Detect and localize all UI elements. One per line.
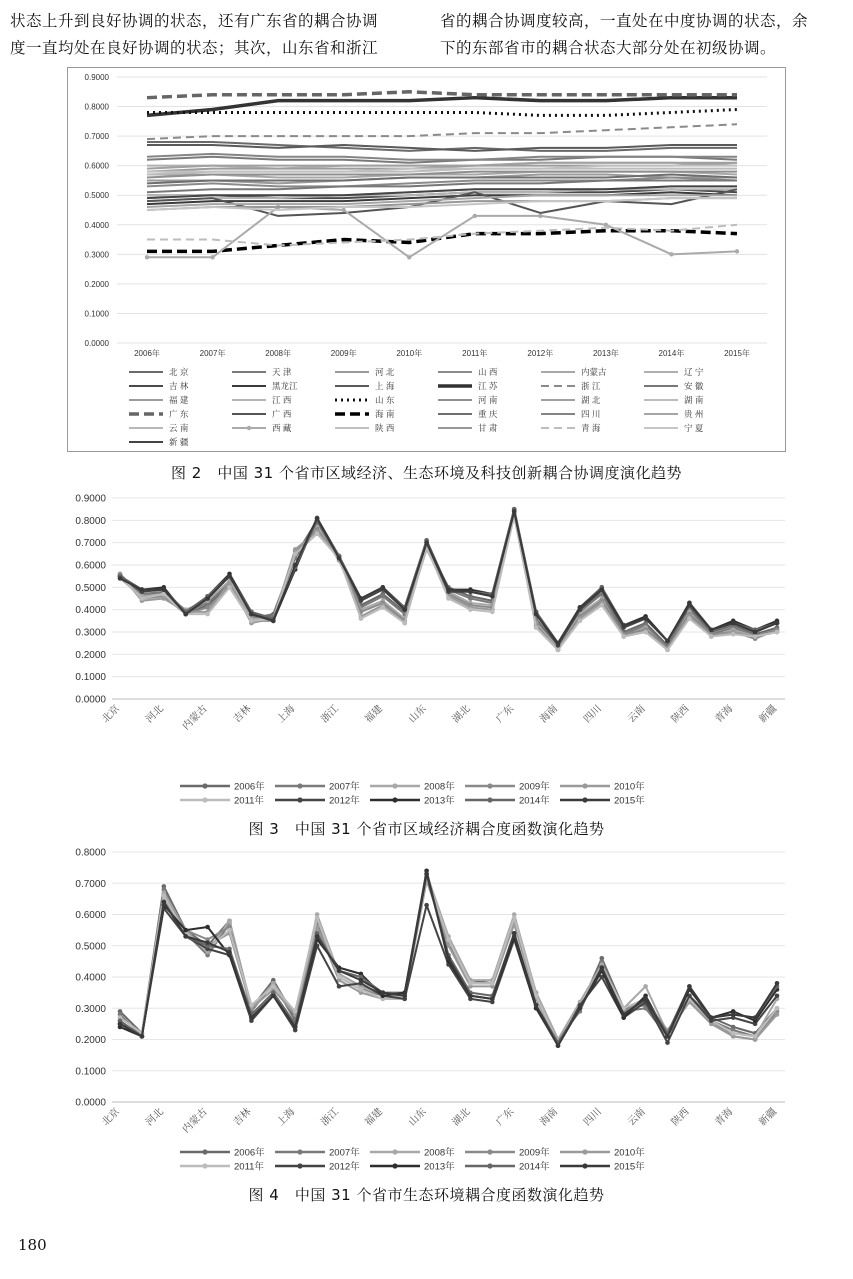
x-tick-label: 2013年	[592, 349, 619, 358]
data-point	[140, 1034, 145, 1039]
data-point	[337, 556, 342, 561]
legend-label: 天 津	[272, 367, 292, 377]
data-point	[512, 509, 517, 514]
data-point	[205, 596, 210, 601]
data-point	[665, 1034, 670, 1039]
data-point	[490, 981, 495, 986]
data-point	[271, 619, 276, 624]
data-point	[183, 934, 188, 939]
data-point	[600, 965, 605, 970]
data-point	[753, 630, 758, 635]
data-point	[315, 934, 320, 939]
figure-2-svg	[67, 67, 786, 452]
data-point	[162, 900, 167, 905]
data-point	[578, 1006, 583, 1011]
x-tick-label: 海南	[538, 1106, 561, 1129]
data-point	[709, 1015, 714, 1020]
legend-marker	[487, 1149, 492, 1154]
data-point	[731, 632, 736, 637]
x-tick-label: 内蒙古	[180, 703, 210, 733]
data-point	[731, 1031, 736, 1036]
data-point	[140, 587, 145, 592]
x-tick-label: 北京	[100, 1106, 123, 1129]
legend-label: 2008年	[424, 1147, 455, 1159]
data-point	[446, 596, 451, 601]
y-tick-label: 0.4000	[75, 972, 106, 984]
y-tick-label: 0.3000	[75, 1003, 106, 1015]
data-point	[731, 621, 736, 626]
data-point	[687, 984, 692, 989]
legend-marker	[202, 797, 207, 802]
data-point	[205, 940, 210, 945]
data-point	[665, 648, 670, 653]
figure-2-caption: 图 2 中国 31 个省市区域经济、生态环境及科技创新耦合协调度演化趋势	[171, 464, 682, 482]
data-point	[337, 984, 342, 989]
body-text-left-column	[10, 8, 420, 62]
series-line	[120, 516, 777, 650]
data-point	[775, 1006, 780, 1011]
data-point	[468, 993, 473, 998]
data-point	[227, 585, 232, 590]
legend-marker	[487, 1163, 492, 1168]
data-point	[402, 993, 407, 998]
data-point	[534, 1003, 539, 1008]
data-point	[381, 990, 386, 995]
data-point	[556, 641, 561, 646]
legend-label: 上 海	[375, 381, 395, 391]
legend-label: 2009年	[519, 781, 550, 793]
legend-marker	[582, 1149, 587, 1154]
x-tick-label: 湖北	[450, 1106, 473, 1129]
body-text-right-column	[440, 8, 845, 62]
data-point	[227, 950, 232, 955]
legend-label: 2007年	[329, 1147, 360, 1159]
y-tick-label: 0.9000	[75, 493, 106, 505]
data-point	[669, 252, 673, 256]
x-tick-label: 广东	[494, 1106, 517, 1129]
legend-marker	[297, 1163, 302, 1168]
data-point	[205, 925, 210, 930]
data-point	[359, 978, 364, 983]
data-point	[468, 607, 473, 612]
data-point	[600, 603, 605, 608]
x-tick-label: 2007年	[199, 349, 226, 358]
legend-marker	[392, 783, 397, 788]
legend-label: 2014年	[519, 795, 550, 807]
legend-marker	[247, 426, 251, 430]
legend-label: 广 西	[272, 409, 292, 419]
text-line: 度一直均处在良好协调的状态；其次，山东省和浙江	[10, 39, 379, 57]
y-tick-label: 0.8000	[75, 515, 106, 527]
legend-label: 江 西	[272, 395, 292, 405]
legend-label: 2012年	[329, 1161, 360, 1173]
data-point	[775, 1012, 780, 1017]
legend-label: 福 建	[169, 395, 189, 405]
data-point	[687, 601, 692, 606]
legend-label: 2013年	[424, 1161, 455, 1173]
legend-label: 2007年	[329, 781, 360, 793]
data-point	[249, 1015, 254, 1020]
legend-label: 2008年	[424, 781, 455, 793]
x-tick-label: 浙江	[319, 1106, 342, 1129]
legend-label: 陕 西	[375, 423, 395, 433]
legend-marker	[202, 1149, 207, 1154]
legend-label: 广 东	[169, 409, 189, 419]
y-tick-label: 0.0000	[84, 339, 109, 348]
x-tick-label: 青海	[713, 1106, 736, 1129]
data-point	[534, 612, 539, 617]
legend-label: 2010年	[614, 1147, 645, 1159]
data-point	[775, 621, 780, 626]
data-point	[643, 984, 648, 989]
x-tick-label: 2011年	[462, 349, 488, 358]
x-tick-label: 河北	[144, 1106, 166, 1129]
x-tick-label: 福建	[363, 703, 385, 726]
figure-4-chart	[30, 842, 820, 1177]
data-point	[490, 997, 495, 1002]
data-point	[446, 587, 451, 592]
legend-label: 河 北	[375, 367, 395, 377]
x-tick-label: 2006年	[134, 349, 160, 358]
data-point	[687, 616, 692, 621]
data-point	[490, 594, 495, 599]
legend-label: 甘 肃	[478, 423, 498, 433]
y-tick-label: 0.2000	[75, 1035, 106, 1046]
data-point	[205, 612, 210, 617]
legend-label: 辽 宁	[684, 367, 704, 377]
y-tick-label: 0.0000	[75, 1097, 106, 1109]
data-point	[735, 249, 739, 253]
figure-3-chart	[30, 490, 820, 815]
legend-label: 2015年	[614, 795, 645, 807]
legend-marker	[297, 797, 302, 802]
x-tick-label: 陕西	[669, 703, 692, 726]
legend-label: 重 庆	[478, 409, 498, 419]
legend-label: 2010年	[614, 781, 645, 793]
data-point	[731, 1012, 736, 1017]
data-point	[271, 984, 276, 989]
x-tick-label: 吉林	[231, 703, 254, 726]
data-point	[162, 587, 167, 592]
y-tick-label: 0.7000	[84, 132, 109, 142]
legend-label: 贵 州	[684, 409, 704, 419]
y-tick-label: 0.1000	[75, 1066, 106, 1078]
y-tick-label: 0.6000	[84, 161, 109, 171]
legend-label: 2013年	[424, 795, 455, 807]
series-line	[120, 511, 777, 643]
data-point	[118, 1022, 123, 1027]
data-point	[162, 596, 167, 601]
y-tick-label: 0.5000	[84, 191, 109, 201]
text-line: 省的耦合协调度较高，一直处在中度协调的状态，余	[440, 12, 809, 30]
data-point	[468, 590, 473, 595]
data-point	[210, 255, 214, 259]
y-tick-label: 0.9000	[84, 73, 109, 82]
x-tick-label: 海南	[538, 703, 561, 726]
x-tick-label: 2009年	[330, 349, 357, 358]
data-point	[446, 937, 451, 942]
x-tick-label: 2015年	[724, 349, 750, 358]
data-point	[512, 931, 517, 936]
legend-label: 浙 江	[581, 381, 601, 391]
legend-label: 四 川	[581, 409, 601, 419]
legend-label: 新 疆	[169, 437, 189, 447]
x-tick-label: 2010年	[396, 349, 423, 358]
legend-marker	[487, 797, 492, 802]
y-tick-label: 0.5000	[75, 582, 106, 594]
x-tick-label: 云南	[625, 1106, 648, 1129]
y-tick-label: 0.2000	[84, 279, 109, 289]
legend-label: 山 东	[375, 395, 395, 405]
data-point	[753, 1034, 758, 1039]
x-tick-label: 2014年	[658, 349, 685, 358]
legend-label: 西 藏	[272, 423, 292, 433]
legend-marker	[582, 797, 587, 802]
legend-label: 青 海	[581, 423, 601, 433]
data-point	[315, 516, 320, 521]
legend-marker	[202, 1163, 207, 1168]
x-tick-label: 上海	[275, 1106, 298, 1129]
data-point	[775, 630, 780, 635]
legend-label: 吉 林	[169, 381, 189, 391]
data-point	[359, 987, 364, 992]
data-point	[381, 594, 386, 599]
data-point	[578, 619, 583, 624]
text-line: 状态上升到良好协调的状态，还有广东省的耦合协调	[10, 12, 379, 30]
x-tick-label: 北京	[100, 703, 123, 726]
x-tick-label: 2008年	[265, 349, 292, 358]
data-point	[534, 625, 539, 630]
data-point	[315, 531, 320, 536]
data-point	[227, 928, 232, 933]
data-point	[381, 605, 386, 610]
x-tick-label: 陕西	[669, 1106, 692, 1129]
data-point	[293, 552, 298, 557]
data-point	[227, 581, 232, 586]
data-point	[227, 918, 232, 923]
y-tick-label: 0.7000	[75, 878, 106, 890]
x-tick-label: 青海	[713, 703, 736, 726]
text-line: 下的东部省市的耦合状态大部分处在初级协调。	[440, 39, 777, 57]
legend-marker	[582, 783, 587, 788]
legend-label: 北 京	[169, 367, 189, 377]
legend-label: 2009年	[519, 1147, 550, 1159]
data-point	[600, 587, 605, 592]
legend-marker	[392, 1163, 397, 1168]
data-point	[424, 540, 429, 545]
x-tick-label: 山东	[406, 703, 429, 726]
data-point	[407, 255, 411, 259]
x-tick-label: 河北	[144, 703, 166, 726]
data-point	[271, 993, 276, 998]
legend-label: 黑龙江	[272, 381, 298, 391]
data-point	[140, 596, 145, 601]
data-point	[118, 576, 123, 581]
data-point	[709, 627, 714, 632]
data-point	[490, 610, 495, 615]
data-point	[538, 214, 542, 218]
y-tick-label: 0.3000	[84, 250, 109, 260]
x-tick-label: 四川	[582, 1106, 604, 1129]
figure-4-svg	[30, 842, 820, 1177]
data-point	[621, 1012, 626, 1017]
data-point	[249, 612, 254, 617]
y-tick-label: 0.6000	[75, 910, 106, 921]
legend-label: 江 苏	[478, 381, 498, 391]
data-point	[604, 223, 608, 227]
data-point	[293, 1025, 298, 1030]
x-tick-label: 新疆	[757, 703, 780, 726]
legend-label: 湖 北	[581, 395, 601, 405]
y-tick-label: 0.4000	[84, 220, 109, 230]
x-tick-label: 吉林	[231, 1106, 254, 1129]
x-tick-label: 2012年	[527, 349, 554, 358]
data-point	[578, 605, 583, 610]
legend-label: 2014年	[519, 1161, 550, 1173]
data-point	[753, 634, 758, 639]
data-point	[556, 648, 561, 653]
series-line	[120, 905, 777, 1046]
page-number: 180	[18, 1236, 47, 1254]
data-point	[643, 616, 648, 621]
data-point	[709, 634, 714, 639]
data-point	[665, 1040, 670, 1045]
legend-label: 河 南	[478, 395, 498, 405]
legend-label: 2006年	[234, 781, 265, 793]
legend-marker	[392, 797, 397, 802]
legend-label: 内蒙古	[581, 367, 607, 377]
legend-label: 湖 南	[684, 395, 704, 405]
legend-marker	[487, 783, 492, 788]
data-point	[643, 630, 648, 635]
legend-marker	[297, 783, 302, 788]
data-point	[359, 596, 364, 601]
data-point	[665, 639, 670, 644]
legend-marker	[202, 783, 207, 788]
x-tick-label: 上海	[275, 703, 298, 726]
data-point	[337, 968, 342, 973]
x-tick-label: 云南	[625, 703, 648, 726]
y-tick-label: 0.1000	[84, 309, 109, 319]
data-point	[621, 623, 626, 628]
x-tick-label: 广东	[494, 703, 517, 726]
legend-label: 2006年	[234, 1147, 265, 1159]
data-point	[183, 928, 188, 933]
y-tick-label: 0.3000	[75, 627, 106, 639]
y-tick-label: 0.4000	[75, 605, 106, 617]
data-point	[446, 956, 451, 961]
x-tick-label: 新疆	[757, 1106, 780, 1129]
data-point	[424, 903, 429, 908]
data-point	[775, 981, 780, 986]
figure-3-svg	[30, 490, 820, 815]
figure-4-caption: 图 4 中国 31 个省市生态环境耦合度函数演化趋势	[248, 1186, 605, 1204]
x-tick-label: 四川	[582, 703, 604, 726]
data-point	[381, 585, 386, 590]
data-point	[775, 993, 780, 998]
x-tick-label: 山东	[406, 1106, 429, 1129]
data-point	[473, 214, 477, 218]
data-point	[512, 915, 517, 920]
x-tick-label: 湖北	[450, 703, 473, 726]
legend-label: 2011年	[234, 1161, 264, 1173]
chart-frame	[68, 68, 786, 452]
data-point	[249, 619, 254, 624]
y-tick-label: 0.2000	[75, 649, 106, 661]
legend-label: 云 南	[169, 423, 189, 433]
data-point	[424, 872, 429, 877]
y-tick-label: 0.0000	[75, 694, 106, 706]
y-tick-label: 0.8000	[84, 102, 109, 112]
data-point	[315, 915, 320, 920]
legend-label: 2012年	[329, 795, 360, 807]
legend-label: 2011年	[234, 795, 264, 807]
data-point	[621, 634, 626, 639]
x-tick-label: 浙江	[319, 703, 342, 726]
data-point	[468, 596, 473, 601]
legend-label: 2015年	[614, 1161, 645, 1173]
data-point	[293, 563, 298, 568]
data-point	[145, 255, 149, 259]
legend-label: 山 西	[478, 367, 498, 377]
data-point	[556, 1043, 561, 1048]
data-point	[337, 975, 342, 980]
y-tick-label: 0.6000	[75, 560, 106, 572]
figure-3-caption: 图 3 中国 31 个省市区域经济耦合度函数演化趋势	[248, 820, 605, 838]
figure-2-chart	[67, 67, 786, 452]
data-point	[359, 616, 364, 621]
y-tick-label: 0.5000	[75, 941, 106, 953]
y-tick-label: 0.7000	[75, 538, 106, 550]
data-point	[753, 1015, 758, 1020]
data-point	[643, 997, 648, 1002]
data-point	[468, 981, 473, 986]
x-tick-label: 福建	[363, 1106, 385, 1129]
data-point	[162, 893, 167, 898]
legend-marker	[297, 1149, 302, 1154]
legend-label: 宁 夏	[684, 423, 704, 433]
x-tick-label: 内蒙古	[180, 1106, 210, 1136]
data-point	[402, 607, 407, 612]
data-point	[402, 621, 407, 626]
data-point	[341, 208, 345, 212]
legend-label: 海 南	[375, 409, 395, 419]
legend-marker	[582, 1163, 587, 1168]
data-point	[293, 547, 298, 552]
data-point	[183, 612, 188, 617]
data-point	[227, 574, 232, 579]
legend-label: 安 徽	[684, 381, 704, 391]
y-tick-label: 0.8000	[75, 847, 106, 859]
legend-marker	[392, 1149, 397, 1154]
y-tick-label: 0.1000	[75, 672, 106, 684]
